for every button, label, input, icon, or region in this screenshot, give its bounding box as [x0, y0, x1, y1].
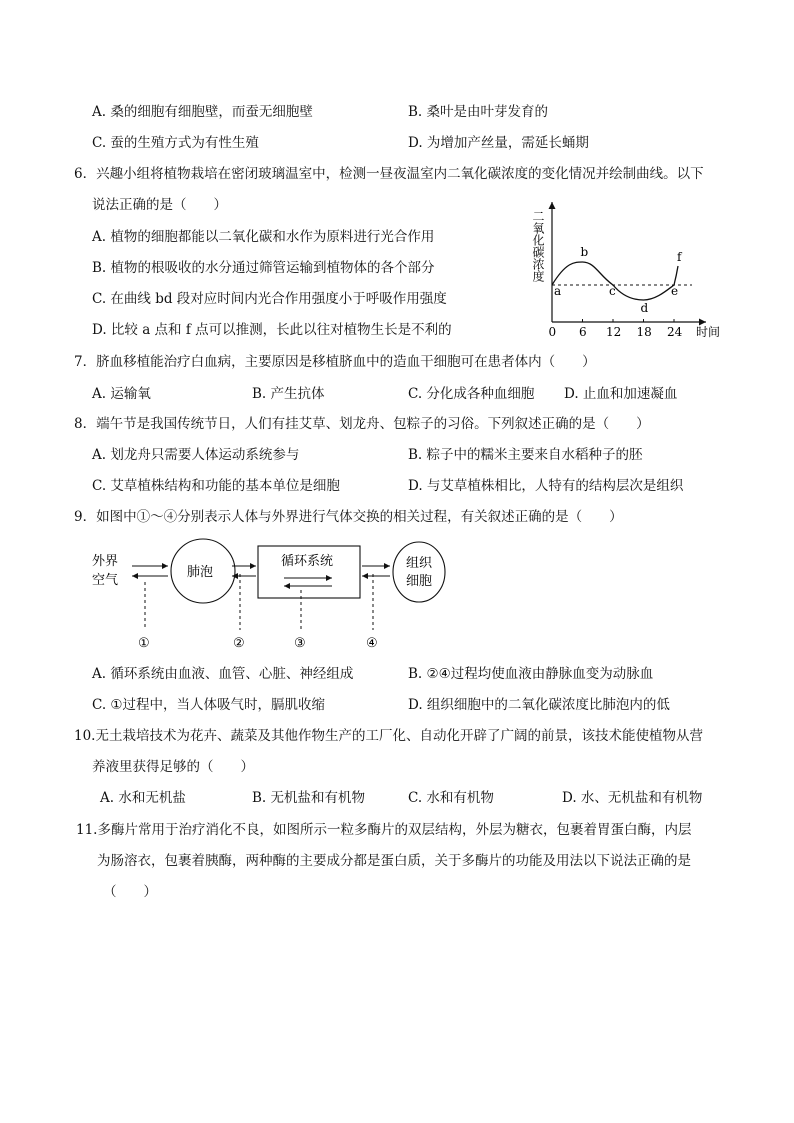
q11-stem-line1: 11.多酶片常用于治疗消化不良，如图所示一粒多酶片的双层结构，外层为糖衣，包裹着胃蛋白酶，内层 — [76, 822, 692, 838]
q10-stem-line2: 养液里获得足够的（ ） — [92, 759, 254, 775]
q10-option-a: A. 水和无机盐 — [100, 790, 186, 806]
alveoli-label: 肺泡 — [187, 565, 214, 580]
q8-option-c: C. 艾草植株结构和功能的基本单位是细胞 — [92, 478, 340, 494]
q6-option-b: B. 植物的根吸收的水分通过筛管运输到植物体的各个部分 — [92, 260, 435, 276]
q5-option-b: B. 桑叶是由叶芽发育的 — [408, 104, 549, 120]
x-tick-label: 24 — [667, 325, 683, 339]
tissue-cell-label-2: 细胞 — [406, 574, 433, 589]
outside-air-label-1: 外界 — [92, 554, 119, 569]
x-tick-label: 18 — [636, 325, 652, 339]
q9-option-a: A. 循环系统由血液、血管、心脏、神经组成 — [92, 666, 354, 682]
q10-option-c: C. 水和有机物 — [408, 790, 494, 806]
q6-option-c: C. 在曲线 bd 段对应时间内光合作用强度小于呼吸作用强度 — [92, 291, 447, 307]
tissue-cell-label-1: 组织 — [406, 556, 433, 571]
q6-option-d: D. 比较 a 点和 f 点可以推测，长此以往对植物生长是不利的 — [92, 322, 452, 338]
q6-stem-line2: 说法正确的是（ ） — [92, 197, 227, 213]
q9-option-b: B. ②④过程均使血液由静脉血变为动脉血 — [408, 666, 654, 682]
point-label-f: f — [677, 250, 682, 264]
q8-option-d: D. 与艾草植株相比，人特有的结构层次是组织 — [408, 478, 684, 494]
q10-stem-line1: 10.无土栽培技术为花卉、蔬菜及其他作物生产的工厂化、自动化开辟了广阔的前景，该技术能使植物从营 — [74, 728, 703, 744]
process-2: ② — [233, 636, 245, 651]
q8-option-a: A. 划龙舟只需要人体运动系统参与 — [92, 447, 300, 463]
point-label-e: e — [671, 284, 679, 298]
q9-option-c: C. ①过程中，当人体吸气时，膈肌收缩 — [92, 697, 326, 713]
q7-option-b: B. 产生抗体 — [252, 386, 325, 402]
x-tick-label: 12 — [606, 325, 622, 339]
x-tick-label: 0 — [548, 325, 557, 339]
process-3: ③ — [294, 636, 306, 651]
q10-option-b: B. 无机盐和有机物 — [252, 790, 366, 806]
point-label-b: b — [580, 245, 589, 259]
q6-option-a: A. 植物的细胞都能以二氧化碳和水作为原料进行光合作用 — [92, 229, 435, 245]
x-tick-label: 6 — [579, 325, 587, 339]
q9-stem: 9．如图中①～④分别表示人体与外界进行气体交换的相关过程，有关叙述正确的是（ ） — [74, 509, 623, 525]
point-label-a: a — [554, 284, 562, 298]
process-1: ① — [138, 636, 150, 651]
circulation-label: 循环系统 — [281, 554, 334, 569]
q9-option-d: D. 组织细胞中的二氧化碳浓度比肺泡内的低 — [408, 697, 670, 713]
q7-option-c: C. 分化成各种血细胞 — [408, 386, 535, 402]
gas-exchange-diagram — [88, 538, 450, 654]
q5-option-c: C. 蚕的生殖方式为有性生殖 — [92, 135, 259, 151]
q6-stem-line1: 6．兴趣小组将植物栽培在密闭玻璃温室中，检测一昼夜温室内二氧化碳浓度的变化情况并绘制曲线。以下 — [74, 166, 704, 182]
q8-option-b: B. 粽子中的糯米主要来自水稻种子的胚 — [408, 447, 643, 463]
tissue-cell-ellipse — [393, 542, 445, 602]
q11-stem-line2: 为肠溶衣，包裹着胰酶，两种酶的主要成分都是蛋白质，关于多酶片的功能及用法以下说法正确的是 — [97, 853, 691, 869]
q5-option-a: A. 桑的细胞有细胞壁，而蚕无细胞壁 — [92, 104, 313, 120]
x-axis-label: 时间 — [696, 325, 721, 339]
q7-option-a: A. 运输氧 — [92, 386, 151, 402]
q7-option-d: D. 止血和加速凝血 — [564, 386, 678, 402]
outside-air-label-2: 空气 — [92, 573, 119, 588]
point-label-d: d — [640, 301, 649, 315]
y-axis-label: 二氧化碳浓度 — [531, 210, 545, 282]
co2-chart — [528, 198, 728, 344]
q10-option-d: D. 水、无机盐和有机物 — [562, 790, 703, 806]
process-4: ④ — [366, 636, 378, 651]
q8-stem: 8．端午节是我国传统节日，人们有挂艾草、划龙舟、包粽子的习俗。下列叙述正确的是（ ） — [74, 416, 650, 432]
q11-stem-line3: （ ） — [103, 884, 157, 900]
q5-option-d: D. 为增加产丝量，需延长蛹期 — [408, 135, 589, 151]
q7-stem: 7．脐血移植能治疗白血病，主要原因是移植脐血中的造血干细胞可在患者体内（ ） — [74, 354, 596, 370]
point-label-c: c — [609, 284, 616, 298]
